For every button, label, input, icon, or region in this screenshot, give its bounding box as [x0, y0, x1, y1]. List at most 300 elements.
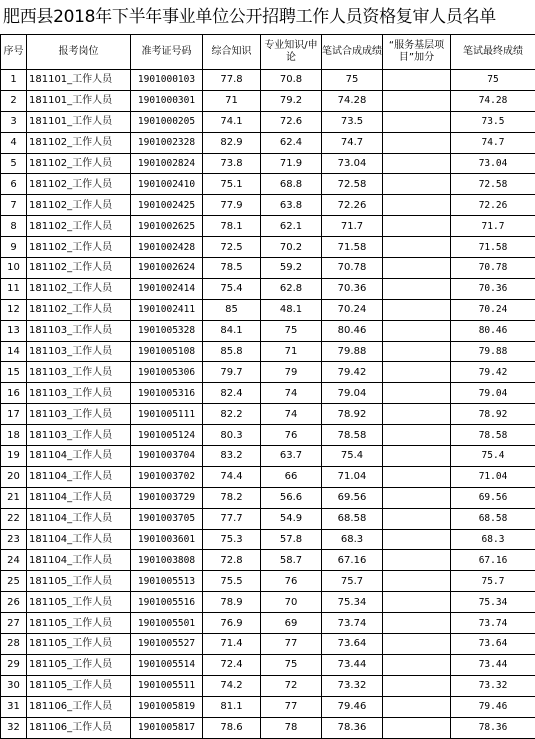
table-row: [1, 529, 535, 550]
service-bonus-cell: [383, 362, 451, 383]
serial-cell: 7: [1, 195, 27, 216]
ticket-number-cell: 1901002425: [131, 195, 203, 216]
written-combined-cell: 71.7: [322, 216, 383, 237]
professional-knowledge-cell: 70.2: [261, 237, 322, 258]
serial-cell: 3: [1, 111, 27, 132]
serial-cell: 25: [1, 571, 27, 592]
written-combined-cell: 73.44: [322, 654, 383, 675]
service-bonus-cell: [383, 278, 451, 299]
table-row: [1, 466, 535, 487]
ticket-number-cell: 1901005511: [131, 675, 203, 696]
general-knowledge-cell: 75.5: [203, 571, 261, 592]
written-combined-cell: 73.64: [322, 634, 383, 655]
service-bonus-cell: [383, 90, 451, 111]
professional-knowledge-cell: 78: [261, 717, 322, 738]
ticket-number-cell: 1901002428: [131, 237, 203, 258]
service-bonus-cell: [383, 237, 451, 258]
table-row: [1, 341, 535, 362]
service-bonus-cell: [383, 195, 451, 216]
position-cell: 181102_工作人员: [27, 174, 131, 195]
serial-cell: 22: [1, 508, 27, 529]
service-bonus-cell: [383, 404, 451, 425]
service-bonus-cell: [383, 320, 451, 341]
position-cell: 181104_工作人员: [27, 466, 131, 487]
general-knowledge-cell: 82.4: [203, 383, 261, 404]
position-cell: 181102_工作人员: [27, 237, 131, 258]
final-score-cell: 75.4: [451, 446, 535, 467]
position-cell: 181104_工作人员: [27, 508, 131, 529]
professional-knowledge-cell: 59.2: [261, 258, 322, 279]
service-bonus-cell: [383, 675, 451, 696]
position-cell: 181105_工作人员: [27, 613, 131, 634]
ticket-number-cell: 1901000205: [131, 111, 203, 132]
table-row: [1, 425, 535, 446]
professional-knowledge-cell: 79: [261, 362, 322, 383]
general-knowledge-cell: 78.1: [203, 216, 261, 237]
service-bonus-cell: [383, 153, 451, 174]
position-cell: 181104_工作人员: [27, 446, 131, 467]
final-score-cell: 73.5: [451, 111, 535, 132]
table-row: [1, 634, 535, 655]
final-score-cell: 78.58: [451, 425, 535, 446]
written-combined-cell: 71.04: [322, 466, 383, 487]
header-final-score: 笔试最终成绩: [451, 35, 535, 70]
professional-knowledge-cell: 72.6: [261, 111, 322, 132]
written-combined-cell: 79.88: [322, 341, 383, 362]
position-cell: 181103_工作人员: [27, 362, 131, 383]
final-score-cell: 67.16: [451, 550, 535, 571]
written-combined-cell: 79.42: [322, 362, 383, 383]
service-bonus-cell: [383, 487, 451, 508]
position-cell: 181104_工作人员: [27, 550, 131, 571]
serial-cell: 2: [1, 90, 27, 111]
serial-cell: 5: [1, 153, 27, 174]
written-combined-cell: 73.32: [322, 675, 383, 696]
final-score-cell: 71.7: [451, 216, 535, 237]
serial-cell: 26: [1, 592, 27, 613]
serial-cell: 11: [1, 278, 27, 299]
final-score-cell: 73.74: [451, 613, 535, 634]
table-row: [1, 258, 535, 279]
position-cell: 181102_工作人员: [27, 258, 131, 279]
general-knowledge-cell: 75.1: [203, 174, 261, 195]
table-row: [1, 508, 535, 529]
professional-knowledge-cell: 70.8: [261, 70, 322, 91]
ticket-number-cell: 1901002625: [131, 216, 203, 237]
header-position: 报考岗位: [27, 35, 131, 70]
final-score-cell: 79.04: [451, 383, 535, 404]
service-bonus-cell: [383, 571, 451, 592]
professional-knowledge-cell: 63.7: [261, 446, 322, 467]
general-knowledge-cell: 78.9: [203, 592, 261, 613]
professional-knowledge-cell: 62.8: [261, 278, 322, 299]
professional-knowledge-cell: 71.9: [261, 153, 322, 174]
professional-knowledge-cell: 56.6: [261, 487, 322, 508]
general-knowledge-cell: 82.9: [203, 132, 261, 153]
written-combined-cell: 70.36: [322, 278, 383, 299]
general-knowledge-cell: 72.4: [203, 654, 261, 675]
general-knowledge-cell: 75.4: [203, 278, 261, 299]
general-knowledge-cell: 82.2: [203, 404, 261, 425]
position-cell: 181103_工作人员: [27, 341, 131, 362]
final-score-cell: 73.32: [451, 675, 535, 696]
table-row: [1, 132, 535, 153]
table-row: [1, 362, 535, 383]
ticket-number-cell: 1901002411: [131, 299, 203, 320]
service-bonus-cell: [383, 466, 451, 487]
final-score-cell: 69.56: [451, 487, 535, 508]
service-bonus-cell: [383, 70, 451, 91]
written-combined-cell: 75.34: [322, 592, 383, 613]
professional-knowledge-cell: 48.1: [261, 299, 322, 320]
written-combined-cell: 75: [322, 70, 383, 91]
position-cell: 181102_工作人员: [27, 278, 131, 299]
position-cell: 181101_工作人员: [27, 70, 131, 91]
general-knowledge-cell: 81.1: [203, 696, 261, 717]
ticket-number-cell: 1901005516: [131, 592, 203, 613]
table-row: [1, 487, 535, 508]
general-knowledge-cell: 73.8: [203, 153, 261, 174]
general-knowledge-cell: 85: [203, 299, 261, 320]
written-combined-cell: 78.58: [322, 425, 383, 446]
final-score-cell: 68.3: [451, 529, 535, 550]
written-combined-cell: 75.7: [322, 571, 383, 592]
service-bonus-cell: [383, 634, 451, 655]
general-knowledge-cell: 77.7: [203, 508, 261, 529]
ticket-number-cell: 1901002410: [131, 174, 203, 195]
ticket-number-cell: 1901005108: [131, 341, 203, 362]
header-service-bonus: “服务基层项目”加分: [383, 35, 451, 70]
general-knowledge-cell: 85.8: [203, 341, 261, 362]
written-combined-cell: 70.78: [322, 258, 383, 279]
ticket-number-cell: 1901005501: [131, 613, 203, 634]
final-score-cell: 75.7: [451, 571, 535, 592]
final-score-cell: 74.7: [451, 132, 535, 153]
serial-cell: 6: [1, 174, 27, 195]
position-cell: 181105_工作人员: [27, 634, 131, 655]
professional-knowledge-cell: 57.8: [261, 529, 322, 550]
general-knowledge-cell: 72.5: [203, 237, 261, 258]
service-bonus-cell: [383, 654, 451, 675]
general-knowledge-cell: 74.4: [203, 466, 261, 487]
serial-cell: 28: [1, 634, 27, 655]
final-score-cell: 73.64: [451, 634, 535, 655]
ticket-number-cell: 1901005514: [131, 654, 203, 675]
header-written-combined: 笔试合成成绩: [322, 35, 383, 70]
written-combined-cell: 78.92: [322, 404, 383, 425]
service-bonus-cell: [383, 592, 451, 613]
table-row: [1, 237, 535, 258]
header-serial: 序号: [1, 35, 27, 70]
service-bonus-cell: [383, 216, 451, 237]
position-cell: 181104_工作人员: [27, 529, 131, 550]
written-combined-cell: 79.04: [322, 383, 383, 404]
table-row: [1, 320, 535, 341]
service-bonus-cell: [383, 132, 451, 153]
ticket-number-cell: 1901003601: [131, 529, 203, 550]
general-knowledge-cell: 72.8: [203, 550, 261, 571]
professional-knowledge-cell: 69: [261, 613, 322, 634]
final-score-cell: 68.58: [451, 508, 535, 529]
position-cell: 181102_工作人员: [27, 299, 131, 320]
serial-cell: 4: [1, 132, 27, 153]
serial-cell: 17: [1, 404, 27, 425]
written-combined-cell: 68.3: [322, 529, 383, 550]
candidate-table: [0, 34, 535, 739]
general-knowledge-cell: 74.2: [203, 675, 261, 696]
service-bonus-cell: [383, 341, 451, 362]
service-bonus-cell: [383, 111, 451, 132]
table-row: [1, 299, 535, 320]
position-cell: 181103_工作人员: [27, 404, 131, 425]
professional-knowledge-cell: 70: [261, 592, 322, 613]
table-row: [1, 613, 535, 634]
serial-cell: 15: [1, 362, 27, 383]
written-combined-cell: 69.56: [322, 487, 383, 508]
serial-cell: 19: [1, 446, 27, 467]
serial-cell: 16: [1, 383, 27, 404]
general-knowledge-cell: 77.9: [203, 195, 261, 216]
ticket-number-cell: 1901000103: [131, 70, 203, 91]
serial-cell: 30: [1, 675, 27, 696]
final-score-cell: 71.04: [451, 466, 535, 487]
table-row: [1, 675, 535, 696]
final-score-cell: 80.46: [451, 320, 535, 341]
general-knowledge-cell: 75.3: [203, 529, 261, 550]
table-row: [1, 383, 535, 404]
serial-cell: 21: [1, 487, 27, 508]
ticket-number-cell: 1901005513: [131, 571, 203, 592]
general-knowledge-cell: 78.2: [203, 487, 261, 508]
professional-knowledge-cell: 74: [261, 404, 322, 425]
general-knowledge-cell: 71: [203, 90, 261, 111]
table-row: [1, 174, 535, 195]
header-professional-knowledge: 专业知识/申论: [261, 35, 322, 70]
table-row: [1, 571, 535, 592]
serial-cell: 20: [1, 466, 27, 487]
written-combined-cell: 71.58: [322, 237, 383, 258]
serial-cell: 10: [1, 258, 27, 279]
position-cell: 181106_工作人员: [27, 696, 131, 717]
ticket-number-cell: 1901002624: [131, 258, 203, 279]
position-cell: 181102_工作人员: [27, 132, 131, 153]
final-score-cell: 70.78: [451, 258, 535, 279]
serial-cell: 24: [1, 550, 27, 571]
professional-knowledge-cell: 68.8: [261, 174, 322, 195]
written-combined-cell: 78.36: [322, 717, 383, 738]
table-row: [1, 696, 535, 717]
final-score-cell: 78.36: [451, 717, 535, 738]
professional-knowledge-cell: 66: [261, 466, 322, 487]
ticket-number-cell: 1901000301: [131, 90, 203, 111]
table-row: [1, 216, 535, 237]
serial-cell: 9: [1, 237, 27, 258]
ticket-number-cell: 1901002414: [131, 278, 203, 299]
position-cell: 181102_工作人员: [27, 216, 131, 237]
position-cell: 181105_工作人员: [27, 654, 131, 675]
position-cell: 181101_工作人员: [27, 90, 131, 111]
ticket-number-cell: 1901005124: [131, 425, 203, 446]
professional-knowledge-cell: 77: [261, 634, 322, 655]
position-cell: 181106_工作人员: [27, 717, 131, 738]
general-knowledge-cell: 83.2: [203, 446, 261, 467]
ticket-number-cell: 1901003808: [131, 550, 203, 571]
table-row: [1, 404, 535, 425]
professional-knowledge-cell: 63.8: [261, 195, 322, 216]
service-bonus-cell: [383, 174, 451, 195]
service-bonus-cell: [383, 529, 451, 550]
ticket-number-cell: 1901005316: [131, 383, 203, 404]
serial-cell: 12: [1, 299, 27, 320]
general-knowledge-cell: 71.4: [203, 634, 261, 655]
final-score-cell: 70.36: [451, 278, 535, 299]
table-row: [1, 195, 535, 216]
service-bonus-cell: [383, 425, 451, 446]
final-score-cell: 79.46: [451, 696, 535, 717]
serial-cell: 1: [1, 70, 27, 91]
ticket-number-cell: 1901003729: [131, 487, 203, 508]
professional-knowledge-cell: 62.4: [261, 132, 322, 153]
general-knowledge-cell: 80.3: [203, 425, 261, 446]
table-row: [1, 90, 535, 111]
table-row: [1, 153, 535, 174]
professional-knowledge-cell: 71: [261, 341, 322, 362]
professional-knowledge-cell: 54.9: [261, 508, 322, 529]
serial-cell: 14: [1, 341, 27, 362]
position-cell: 181105_工作人员: [27, 675, 131, 696]
written-combined-cell: 80.46: [322, 320, 383, 341]
final-score-cell: 71.58: [451, 237, 535, 258]
written-combined-cell: 72.58: [322, 174, 383, 195]
service-bonus-cell: [383, 550, 451, 571]
service-bonus-cell: [383, 508, 451, 529]
service-bonus-cell: [383, 383, 451, 404]
professional-knowledge-cell: 72: [261, 675, 322, 696]
position-cell: 181103_工作人员: [27, 320, 131, 341]
ticket-number-cell: 1901005111: [131, 404, 203, 425]
professional-knowledge-cell: 77: [261, 696, 322, 717]
position-cell: 181103_工作人员: [27, 425, 131, 446]
ticket-number-cell: 1901005819: [131, 696, 203, 717]
table-row: [1, 717, 535, 738]
position-cell: 181101_工作人员: [27, 111, 131, 132]
table-row: [1, 550, 535, 571]
general-knowledge-cell: 74.1: [203, 111, 261, 132]
final-score-cell: 74.28: [451, 90, 535, 111]
service-bonus-cell: [383, 613, 451, 634]
professional-knowledge-cell: 75: [261, 654, 322, 675]
final-score-cell: 78.92: [451, 404, 535, 425]
professional-knowledge-cell: 62.1: [261, 216, 322, 237]
serial-cell: 23: [1, 529, 27, 550]
general-knowledge-cell: 78.5: [203, 258, 261, 279]
table-row: [1, 278, 535, 299]
position-cell: 181102_工作人员: [27, 195, 131, 216]
position-cell: 181105_工作人员: [27, 592, 131, 613]
final-score-cell: 70.24: [451, 299, 535, 320]
professional-knowledge-cell: 79.2: [261, 90, 322, 111]
table-row: [1, 654, 535, 675]
position-cell: 181102_工作人员: [27, 153, 131, 174]
general-knowledge-cell: 79.7: [203, 362, 261, 383]
written-combined-cell: 67.16: [322, 550, 383, 571]
final-score-cell: 75: [451, 70, 535, 91]
serial-cell: 29: [1, 654, 27, 675]
ticket-number-cell: 1901005817: [131, 717, 203, 738]
ticket-number-cell: 1901002824: [131, 153, 203, 174]
final-score-cell: 73.04: [451, 153, 535, 174]
final-score-cell: 73.44: [451, 654, 535, 675]
table-row: [1, 592, 535, 613]
serial-cell: 27: [1, 613, 27, 634]
ticket-number-cell: 1901003705: [131, 508, 203, 529]
written-combined-cell: 68.58: [322, 508, 383, 529]
service-bonus-cell: [383, 299, 451, 320]
final-score-cell: 72.26: [451, 195, 535, 216]
serial-cell: 13: [1, 320, 27, 341]
ticket-number-cell: 1901005328: [131, 320, 203, 341]
table-body: [1, 70, 535, 739]
ticket-number-cell: 1901002328: [131, 132, 203, 153]
professional-knowledge-cell: 74: [261, 383, 322, 404]
general-knowledge-cell: 84.1: [203, 320, 261, 341]
ticket-number-cell: 1901003702: [131, 466, 203, 487]
service-bonus-cell: [383, 696, 451, 717]
professional-knowledge-cell: 76: [261, 571, 322, 592]
general-knowledge-cell: 76.9: [203, 613, 261, 634]
professional-knowledge-cell: 58.7: [261, 550, 322, 571]
general-knowledge-cell: 77.8: [203, 70, 261, 91]
position-cell: 181104_工作人员: [27, 487, 131, 508]
ticket-number-cell: 1901003704: [131, 446, 203, 467]
header-row: [1, 35, 535, 70]
written-combined-cell: 72.26: [322, 195, 383, 216]
position-cell: 181103_工作人员: [27, 383, 131, 404]
written-combined-cell: 75.4: [322, 446, 383, 467]
written-combined-cell: 73.5: [322, 111, 383, 132]
header-general-knowledge: 综合知识: [203, 35, 261, 70]
ticket-number-cell: 1901005306: [131, 362, 203, 383]
service-bonus-cell: [383, 446, 451, 467]
final-score-cell: 72.58: [451, 174, 535, 195]
ticket-number-cell: 1901005527: [131, 634, 203, 655]
written-combined-cell: 73.04: [322, 153, 383, 174]
written-combined-cell: 74.28: [322, 90, 383, 111]
table-row: [1, 446, 535, 467]
serial-cell: 18: [1, 425, 27, 446]
general-knowledge-cell: 78.6: [203, 717, 261, 738]
written-combined-cell: 70.24: [322, 299, 383, 320]
service-bonus-cell: [383, 258, 451, 279]
written-combined-cell: 79.46: [322, 696, 383, 717]
final-score-cell: 75.34: [451, 592, 535, 613]
serial-cell: 31: [1, 696, 27, 717]
serial-cell: 8: [1, 216, 27, 237]
document-title: 肥西县2018年下半年事业单位公开招聘工作人员资格复审人员名单: [0, 0, 535, 34]
professional-knowledge-cell: 76: [261, 425, 322, 446]
final-score-cell: 79.88: [451, 341, 535, 362]
table-row: [1, 111, 535, 132]
table-row: [1, 70, 535, 91]
serial-cell: 32: [1, 717, 27, 738]
service-bonus-cell: [383, 717, 451, 738]
written-combined-cell: 73.74: [322, 613, 383, 634]
professional-knowledge-cell: 75: [261, 320, 322, 341]
header-ticket-number: 准考证号码: [131, 35, 203, 70]
written-combined-cell: 74.7: [322, 132, 383, 153]
position-cell: 181105_工作人员: [27, 571, 131, 592]
final-score-cell: 79.42: [451, 362, 535, 383]
